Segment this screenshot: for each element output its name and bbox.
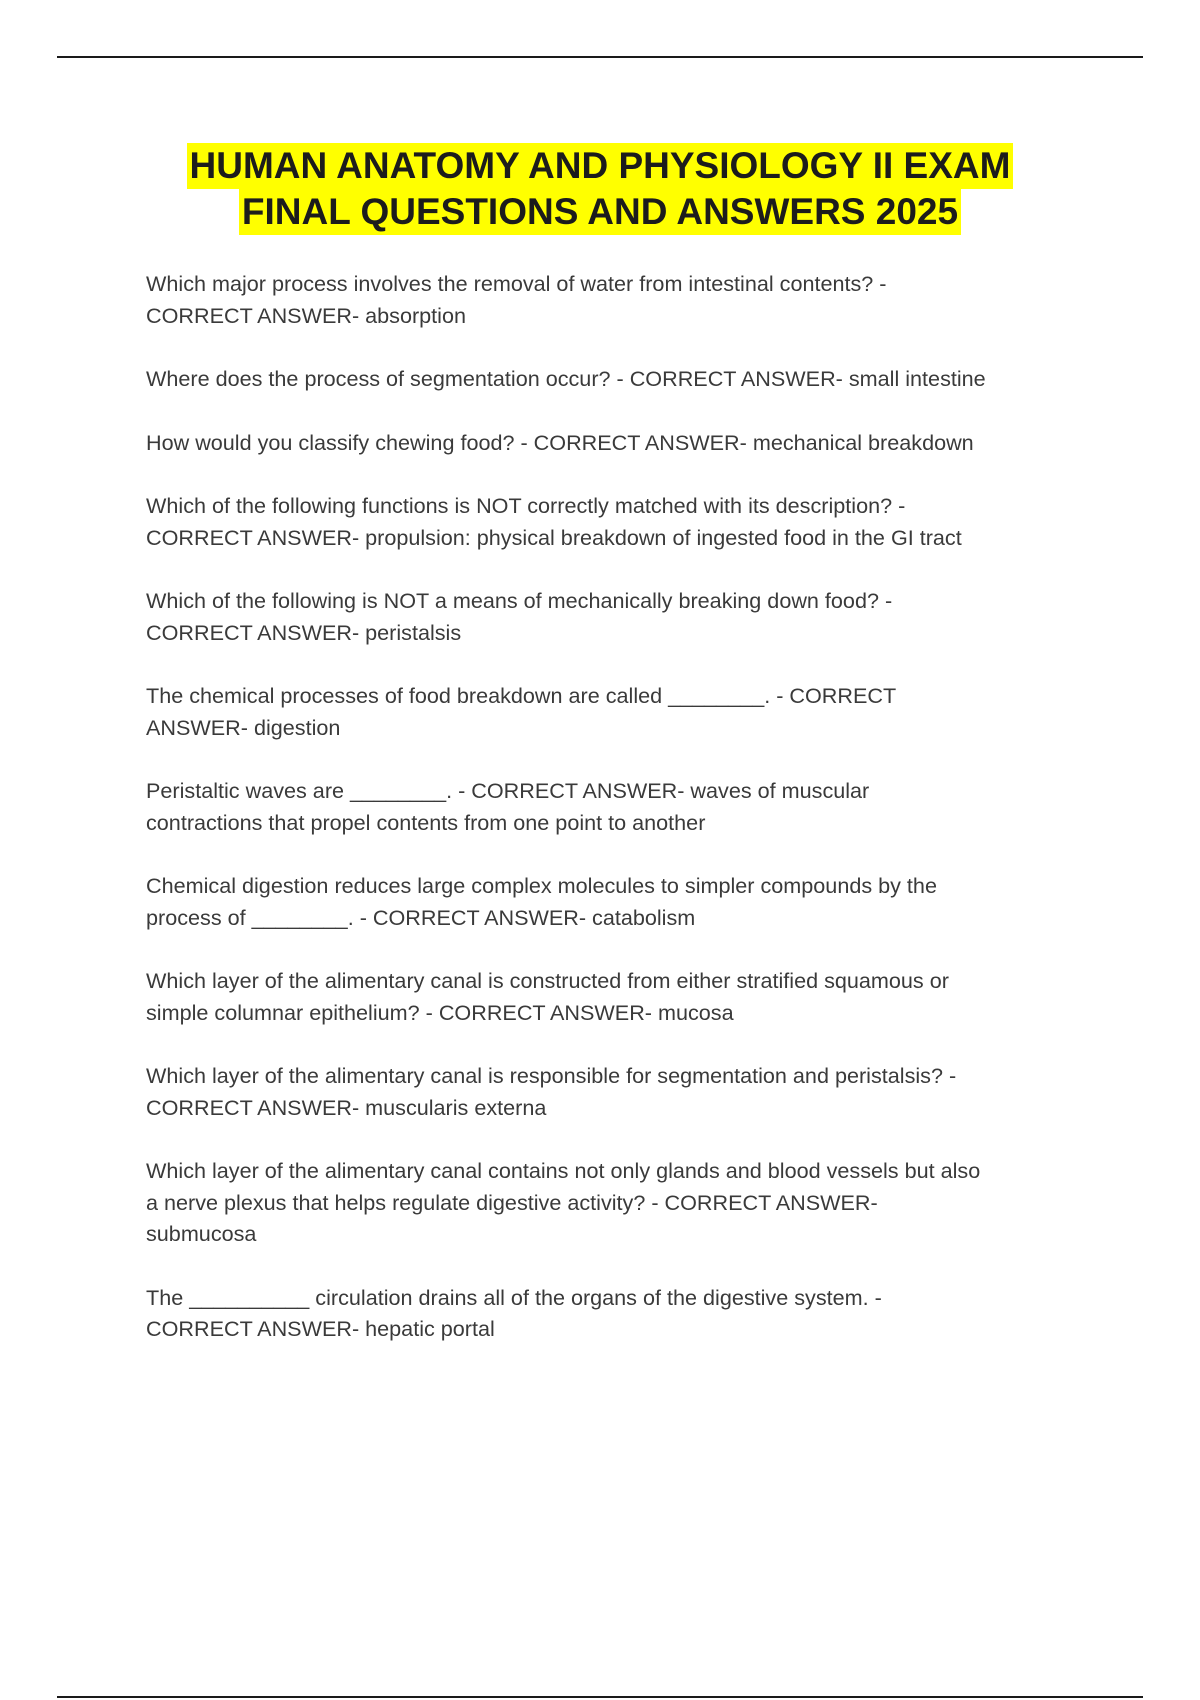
qa-item: Which of the following is NOT a means of mechanically breaking down food? - CORRECT ANSWER- peristalsis <box>146 588 893 645</box>
qa-item: Peristaltic waves are ________. - CORRECT ANSWER- waves of muscular contractions that propel contents from one point to another <box>146 778 870 835</box>
qa-item: Which layer of the alimentary canal is responsible for segmentation and peristalsis? - CORRECT ANSWER- muscularis externa <box>146 1063 957 1120</box>
qa-item: Which layer of the alimentary canal is constructed from either stratified squamous or simple columnar epithelium? - CORRECT ANSWER- mucosa <box>146 968 949 1025</box>
qa-item: Which layer of the alimentary canal contains not only glands and blood vessels but also a nerve plexus that helps regulate digestive activity? - CORRECT ANSWER- submucosa <box>146 1158 981 1246</box>
bottom-rule <box>57 1696 1143 1698</box>
title-line-1: HUMAN ANATOMY AND PHYSIOLOGY II EXAM <box>187 143 1014 189</box>
document-title <box>0 143 1200 235</box>
qa-item: How would you classify chewing food? - CORRECT ANSWER- mechanical breakdown <box>146 429 974 455</box>
qa-list <box>146 268 1096 1377</box>
qa-item: Which of the following functions is NOT correctly matched with its description? - CORRECT ANSWER- propulsion: physical breakdown of ingested food in the GI tract <box>146 493 962 550</box>
qa-item: Which major process involves the removal of water from intestinal contents? - CORRECT ANSWER- absorption <box>146 271 887 328</box>
top-rule <box>57 56 1143 58</box>
qa-item: The chemical processes of food breakdown are called ________. - CORRECT ANSWER- digestion <box>146 683 897 740</box>
qa-item: Chemical digestion reduces large complex molecules to simpler compounds by the process of ________. - CORRECT ANSWER- catabolism <box>146 873 937 930</box>
qa-item: The __________ circulation drains all of the organs of the digestive system. - CORRECT ANSWER- hepatic portal <box>146 1284 882 1341</box>
title-line-2: FINAL QUESTIONS AND ANSWERS 2025 <box>239 189 961 235</box>
qa-item: Where does the process of segmentation occur? - CORRECT ANSWER- small intestine <box>146 366 986 391</box>
